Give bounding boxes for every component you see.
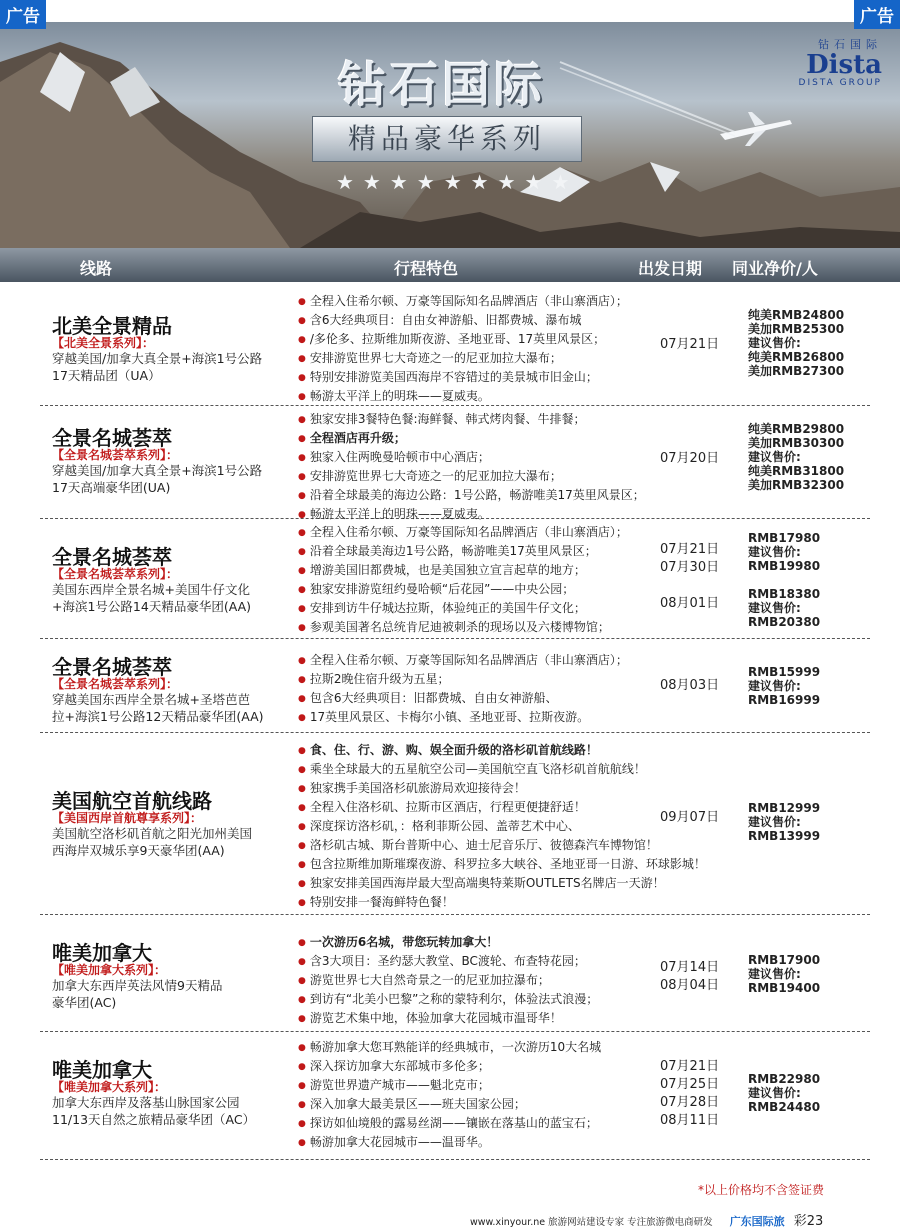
route-desc-line: 17天精品团（UA）	[52, 368, 161, 383]
feature-item: ● 沿着全球最美的海边公路：1号公路，畅游唯美17英里风景区；	[298, 486, 738, 505]
dista-logo	[799, 36, 882, 88]
price-line: 美加RMB25300	[748, 322, 845, 336]
feature-item: ● 含6大经典项目：自由女神游船、旧都费城、瀑布城	[298, 311, 738, 330]
route-desc-line: 加拿大东西岸英法风情9天精品	[52, 978, 223, 993]
route-desc-line: 加拿大东西岸及落基山脉国家公园	[52, 1095, 240, 1110]
route-series: 【全景名城荟萃系列】：	[52, 677, 179, 691]
feature-item: ● 全程入住洛杉矶、拉斯市区酒店，行程更便捷舒适！	[298, 798, 738, 817]
feature-item: ● 独家安排游览纽约曼哈顿“后花园”——中央公园；	[298, 580, 738, 599]
route-series: 【美国西岸首航尊享系列】：	[52, 811, 203, 825]
feature-item: ● 深入探访加拿大东部城市多伦多；	[298, 1057, 738, 1076]
route-section	[40, 406, 870, 519]
feature-item: ● 独家安排3餐特色餐:海鲜餐、韩式烤肉餐、牛排餐；	[298, 410, 738, 429]
feature-item: ● 独家入住两晚曼哈顿市中心酒店；	[298, 448, 738, 467]
series-title: 精品豪华系列	[312, 116, 582, 162]
header-date: 出发日期	[638, 259, 703, 278]
price-line: RMB19980	[748, 559, 821, 573]
logo-group: DISTA GROUP	[798, 78, 882, 88]
route-title: 唯美加拿大	[52, 941, 152, 965]
feature-item: ● 包含拉斯维加斯璀璨夜游、科罗拉多大峡谷、圣地亚哥一日游、环球影城！	[298, 855, 738, 874]
route-section	[40, 915, 870, 1032]
price-line: RMB15999	[748, 665, 821, 679]
departure-date	[660, 577, 719, 595]
route-desc-line: 穿越美国东西岸全景名城+圣塔芭芭	[52, 692, 250, 707]
brand-title: 钻石国际	[338, 57, 547, 113]
feature-item: ● 游览世界七大自然奇景之一的尼亚加拉瀑布；	[298, 971, 738, 990]
departure-date: 08月04日	[660, 978, 720, 993]
route-desc-line: 拉+海滨1号公路12天精品豪华团(AA)	[52, 709, 264, 724]
feature-item: ● 乘坐全球最大的五星航空公司—美国航空直飞洛杉矶首航航线！	[298, 760, 738, 779]
price-line: 建议售价:	[748, 336, 801, 350]
feature-item: ● 17英里风景区、卡梅尔小镇、圣地亚哥、拉斯夜游。	[298, 708, 738, 727]
feature-item: ● 特别安排一餐海鲜特色餐！	[298, 893, 738, 912]
feature-item: ● 畅游加拿大花园城市——温哥华。	[298, 1133, 738, 1152]
price-line: 纯美RMB24800	[748, 308, 845, 322]
price-line: 美加RMB27300	[748, 364, 845, 378]
feature-item: ● 畅游太平洋上的明珠——夏威夷。	[298, 505, 738, 524]
price-line: RMB19400	[748, 981, 821, 995]
feature-item: ● 洛杉矶古城、斯台普斯中心、迪士尼音乐厅、彼德森汽车博物馆！	[298, 836, 738, 855]
route-desc	[52, 691, 302, 725]
route-title: 全景名城荟萃	[52, 426, 172, 450]
footer-brand: 广东国际旅	[729, 1215, 785, 1228]
price-line: RMB12999	[748, 801, 821, 815]
feature-item: ● 安排游览世界七大奇迹之一的尼亚加拉大瀑布；	[298, 467, 738, 486]
price-line: 建议售价:	[748, 815, 801, 829]
price-line: RMB17900	[748, 953, 821, 967]
route-desc-line: 穿越美国/加拿大真全景+海滨1号公路	[52, 351, 263, 366]
route-desc-line: 11/13天自然之旅精品豪华团（AC）	[52, 1112, 256, 1127]
route-series: 【唯美加拿大系列】：	[52, 963, 167, 977]
price-line: RMB18380	[748, 587, 821, 601]
route-desc-line: 17天高端豪华团(UA)	[52, 480, 171, 495]
route-series: 【北美全景系列】：	[52, 336, 155, 350]
route-desc-line: 美国航空洛杉矶首航之阳光加州美国	[52, 826, 253, 841]
price-line: RMB22980	[748, 1072, 821, 1086]
price-block	[748, 1072, 820, 1114]
feature-item: ● /多伦多、拉斯维加斯夜游、圣地亚哥、17英里风景区；	[298, 330, 738, 349]
route-section	[40, 733, 870, 915]
feature-item: ● 安排到访牛仔城达拉斯，体验纯正的美国牛仔文化；	[298, 599, 738, 618]
price-block	[748, 531, 820, 629]
price-line: RMB16999	[748, 693, 821, 707]
feature-item: ● 参观美国著名总统肯尼迪被刺杀的现场以及六楼博物馆；	[298, 618, 738, 637]
price-line: 建议售价:	[748, 679, 801, 693]
departure-dates	[660, 1058, 719, 1130]
route-desc-line: +海滨1号公路14天精品豪华团(AA)	[52, 599, 252, 614]
departure-date: 07月25日	[660, 1077, 720, 1092]
route-section	[40, 519, 870, 639]
departure-dates	[660, 959, 719, 995]
route-title: 全景名城荟萃	[52, 655, 172, 679]
feature-item: ● 游览艺术集中地，体验加拿大花园城市温哥华！	[298, 1009, 738, 1028]
price-block	[748, 801, 820, 843]
feature-item: ● 独家携手美国洛杉矶旅游局欢迎接待会！	[298, 779, 738, 798]
airplane-icon	[720, 112, 792, 146]
departure-dates	[660, 677, 719, 695]
price-block	[748, 665, 820, 707]
ad-label-left: 广告	[0, 0, 46, 29]
departure-date: 07月30日	[660, 560, 720, 575]
route-series: 【全景名城荟萃系列】：	[52, 448, 179, 462]
header-route: 线路	[80, 259, 113, 278]
departure-date: 07月21日	[660, 542, 720, 557]
departure-dates	[660, 336, 719, 354]
feature-item: ● 全程入住希尔顿、万豪等国际知名品牌酒店（非山寨酒店）；	[298, 523, 738, 542]
feature-item: ● 增游美国旧都费城，也是美国独立宣言起草的地方；	[298, 561, 738, 580]
route-series: 【唯美加拿大系列】：	[52, 1080, 167, 1094]
table-header	[0, 248, 900, 282]
feature-item: ● 一次游历6名城，带您玩转加拿大！	[298, 933, 738, 952]
header-price: 同业净价/人	[732, 259, 818, 278]
feature-item: ● 安排游览世界七大奇迹之一的尼亚加拉大瀑布；	[298, 349, 738, 368]
footnote: *以上价格均不含签证费	[697, 1183, 824, 1197]
price-line: RMB24480	[748, 1100, 821, 1114]
route-section	[40, 1032, 870, 1160]
price-line: 建议售价:	[748, 1086, 801, 1100]
price-line: 建议售价:	[748, 967, 801, 981]
footer-text: www.xinyour.ne 旅游网站建设专家 专注旅游微电商研发	[470, 1217, 713, 1228]
departure-dates	[660, 809, 719, 827]
route-title: 唯美加拿大	[52, 1058, 152, 1082]
departure-date: 07月28日	[660, 1095, 720, 1110]
price-line: 纯美RMB29800	[748, 422, 845, 436]
price-line: 建议售价:	[748, 545, 801, 559]
feature-item: ● 深入加拿大最美景区——班夫国家公园；	[298, 1095, 738, 1114]
departure-dates	[660, 450, 719, 468]
route-desc	[52, 462, 302, 496]
route-desc	[52, 825, 302, 859]
price-line: RMB17980	[748, 531, 821, 545]
feature-item: ● 深度探访洛杉矶，：格利菲斯公园、盖蒂艺术中心、	[298, 817, 738, 836]
route-title: 北美全景精品	[52, 314, 172, 338]
route-section	[40, 639, 870, 733]
feature-item: ● 全程入住希尔顿、万豪等国际知名品牌酒店（非山寨酒店）；	[298, 651, 738, 670]
route-desc	[52, 350, 302, 384]
feature-item: ● 含3大项目：圣约瑟大教堂、BC渡轮、布查特花园；	[298, 952, 738, 971]
price-line: 美加RMB32300	[748, 478, 845, 492]
route-desc-line: 穿越美国/加拿大真全景+海滨1号公路	[52, 463, 263, 478]
price-line: 纯美RMB26800	[748, 350, 845, 364]
price-line	[748, 573, 820, 587]
route-desc	[52, 977, 302, 1011]
feature-item: ● 全程酒店再升级；	[298, 429, 738, 448]
feature-item: ● 全程入住希尔顿、万豪等国际知名品牌酒店（非山寨酒店）；	[298, 292, 738, 311]
page-number: 彩23	[793, 1214, 824, 1229]
route-title: 美国航空首航线路	[52, 789, 212, 813]
logo-en: Dista	[806, 50, 882, 80]
logo-cn: 钻石国际	[818, 38, 882, 51]
departure-date: 07月21日	[660, 337, 720, 352]
departure-date: 07月20日	[660, 451, 720, 466]
price-line: 美加RMB30300	[748, 436, 845, 450]
feature-item: ● 沿着全球最美海边1号公路，畅游唯美17英里风景区；	[298, 542, 738, 561]
price-line: RMB13999	[748, 829, 821, 843]
route-desc-line: 美国东西岸全景名城+美国牛仔文化	[52, 582, 250, 597]
banner	[0, 22, 900, 248]
price-line: 建议售价:	[748, 450, 801, 464]
feature-item: ● 探访如仙境般的露易丝湖——镶嵌在落基山的蓝宝石；	[298, 1114, 738, 1133]
route-desc	[52, 1094, 302, 1128]
departure-date: 08月11日	[660, 1113, 720, 1128]
departure-date: 08月03日	[660, 678, 720, 693]
departure-date: 08月01日	[660, 596, 720, 611]
price-block	[748, 953, 820, 995]
feature-item: ● 特别安排游览美国西海岸不容错过的美景城市旧金山；	[298, 368, 738, 387]
feature-item: ● 拉斯2晚住宿升级为五星；	[298, 670, 738, 689]
price-line: 建议售价:	[748, 601, 801, 615]
departure-date: 07月14日	[660, 960, 720, 975]
departure-dates	[660, 541, 719, 613]
feature-item: ● 游览世界遗产城市——魁北克市；	[298, 1076, 738, 1095]
feature-item: ● 畅游加拿大您耳熟能详的经典城市，一次游历10大名城	[298, 1038, 738, 1057]
feature-item: ● 畅游太平洋上的明珠——夏威夷。	[298, 387, 738, 406]
route-desc-line: 西海岸双城乐享9天豪华团(AA)	[52, 843, 225, 858]
route-desc-line: 豪华团(AC)	[52, 995, 117, 1010]
footer	[470, 1210, 823, 1229]
ad-label-right: 广告	[854, 0, 900, 29]
price-line: RMB20380	[748, 615, 821, 629]
header-features: 行程特色	[394, 259, 459, 278]
price-line: 纯美RMB31800	[748, 464, 845, 478]
route-series: 【全景名城荟萃系列】：	[52, 567, 179, 581]
departure-date: 07月21日	[660, 1059, 720, 1074]
route-title: 全景名城荟萃	[52, 545, 172, 569]
departure-date: 09月07日	[660, 810, 720, 825]
feature-item: ● 独家安排美国西海岸最大型高端奥特莱斯OUTLETS名牌店一天游！	[298, 874, 738, 893]
route-desc	[52, 581, 302, 615]
feature-item: ● 包含6大经典项目：旧都费城、自由女神游船、	[298, 689, 738, 708]
route-section	[40, 288, 870, 406]
price-block	[748, 422, 844, 492]
price-block	[748, 308, 844, 378]
feature-item: ● 到访有“北美小巴黎”之称的蒙特利尔，体验法式浪漫；	[298, 990, 738, 1009]
stars-rating: ★★★★★★★★★	[336, 170, 579, 194]
feature-item: ● 食、住、行、游、购、娱全面升级的洛杉矶首航线路！	[298, 741, 738, 760]
